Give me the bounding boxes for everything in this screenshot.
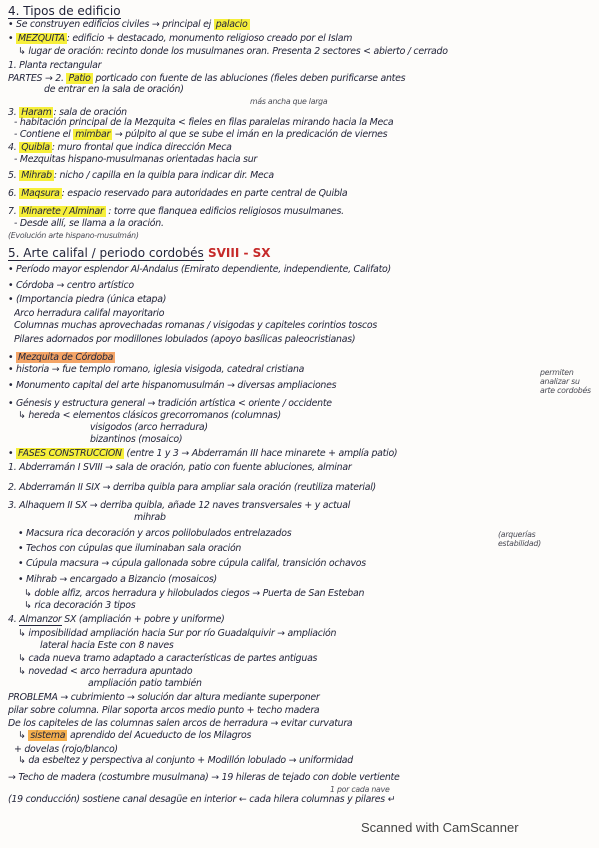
note-text: Columnas muchas aprovechadas romanas / visigodas y capiteles corintios toscos (14, 320, 377, 331)
margin-note: (arquerías estabilidad) (498, 530, 541, 548)
note-line (40, 640, 595, 652)
note-line (18, 46, 595, 58)
note-text: : edificio + destacado, monumento religioso creado por el Islam (66, 33, 353, 44)
note-text: (Evolución arte hispano-musulmán) (8, 231, 139, 240)
note-text: • Mihrab → encargado a Bizancio (mosaicos) (18, 574, 217, 585)
note-text: Pilares adornados por modillones lobulados (apoyo basílicas paleocristianas) (14, 334, 356, 345)
note-text: : torre que flanquea edificios religiosos musulmanes. (105, 206, 344, 217)
note-text: ↳ novedad < arco herradura apuntado (18, 666, 193, 677)
note-line (8, 280, 595, 292)
note-text: - habitación principal de la Mezquita < fieles en filas paralelas mirando hacia la Meca (14, 117, 394, 128)
note-line (18, 628, 595, 640)
note-line (14, 218, 595, 230)
note-text: 4. (8, 614, 20, 625)
note-text: • Córdoba → centro artístico (8, 280, 134, 291)
note-text: (19 conducción) sostiene canal desagüe en interior ← cada hilera columnas y pilares ↵ (8, 794, 396, 805)
note-line (8, 614, 595, 626)
note-text: • Génesis y estructura general → tradición artística < oriente / occidente (8, 398, 332, 409)
note-text: 4. (8, 142, 20, 153)
note-text: • Se construyen edificios civiles → principal ej (8, 19, 214, 30)
note-line (8, 500, 595, 512)
note-line (8, 188, 595, 200)
note-line (8, 230, 595, 242)
highlighted-term: palacio (215, 19, 248, 30)
note-line (8, 692, 595, 704)
note-line (8, 19, 595, 31)
note-text: : muro frontal que indica dirección Meca (51, 142, 232, 153)
note-line (8, 264, 595, 276)
note-line (8, 398, 595, 410)
note-text: • Techos con cúpulas que iluminaban sala oración (18, 543, 242, 554)
note-text: Arco herradura califal mayoritario (14, 308, 165, 319)
note-text: ↳ imposibilidad ampliación hacia Sur por río Guadalquivir → ampliación (18, 628, 337, 639)
highlighted-term: Minarete / Alminar (21, 206, 104, 217)
note-text: • (8, 448, 17, 459)
highlighted-term: MEZQUITA (18, 33, 65, 44)
note-line (8, 142, 595, 154)
note-text: ↳ da esbeltez y perspectiva al conjunto + Modillón lobulado → uniformidad (18, 755, 353, 766)
highlighted-term: mimbar (75, 129, 111, 140)
note-line (14, 117, 595, 129)
note-line (18, 653, 595, 665)
note-text: 3. Alhaquem II SX → derriba quibla, añade 12 naves transversales + y actual (8, 500, 351, 511)
note-text: : nicho / capilla en la quibla para indicar dir. Meca (53, 170, 274, 181)
note-text: 4. Tipos de edificio (8, 4, 121, 18)
note-line (14, 320, 595, 332)
note-text: 5. Arte califal / periodo cordobés (8, 246, 204, 260)
note-text: 1. Planta rectangular (8, 60, 102, 71)
note-line (14, 129, 595, 141)
note-line (8, 60, 595, 72)
note-text: ↳ cada nueva tramo adaptado a características de partes antiguas (18, 653, 318, 664)
note-line (8, 482, 595, 494)
note-text: SVIII - SX (203, 246, 271, 260)
highlighted-term: Maqsura (21, 188, 60, 199)
note-line (8, 380, 595, 392)
note-text: - Desde allí, se llama a la oración. (14, 218, 164, 229)
note-text: • Monumento capital del arte hispanomusulmán → diversas ampliaciones (8, 380, 337, 391)
scanner-watermark: Scanned with CamScanner (361, 820, 519, 835)
note-text: mihrab (134, 512, 166, 523)
note-text: ↳ rica decoración 3 tipos (24, 600, 136, 611)
note-text: • (Importancia piedra (única etapa) (8, 294, 167, 305)
note-text: lateral hacia Este con 8 naves (40, 640, 174, 651)
note-line (14, 154, 595, 166)
note-text: De los capiteles de las columnas salen arcos de herradura → evitar curvatura (8, 718, 353, 729)
note-text: 7. (8, 206, 20, 217)
note-line (8, 772, 595, 784)
note-line (8, 352, 595, 364)
note-line (18, 574, 595, 586)
note-text: Almanzor (19, 614, 62, 625)
margin-note: permiten analizar su arte cordobés (540, 368, 591, 395)
note-line (8, 170, 595, 182)
note-text: • Período mayor esplendor Al-Ándalus (Emirato dependiente, independiente, Califato) (8, 264, 391, 275)
note-text: (entre 1 y 3 → Abderramán III hace minarete + amplía patio) (123, 448, 398, 459)
note-line (90, 422, 595, 434)
note-line (24, 600, 595, 612)
note-text: • historia → fue templo romano, iglesia visigoda, catedral cristiana (8, 364, 305, 375)
note-line (8, 206, 595, 218)
note-line (8, 448, 595, 460)
note-line (18, 666, 595, 678)
highlighted-term: Haram (21, 107, 52, 118)
note-text: - Mezquitas hispano-musulmanas orientadas hacia sur (14, 154, 258, 165)
note-text: ↳ (18, 730, 29, 741)
note-line (8, 705, 595, 717)
note-text: • Macsura rica decoración y arcos polilobulados entrelazados (18, 528, 292, 539)
note-line (8, 364, 595, 376)
highlighted-term: Quibla (21, 142, 50, 153)
note-text: : sala de oración (53, 107, 127, 118)
note-line (88, 678, 595, 690)
note-line (134, 512, 595, 524)
note-text: ↳ hereda < elementos clásicos grecorromanos (columnas) (18, 410, 281, 421)
note-text: porticado con fuente de las abluciones (fieles deben purificarse antes (92, 73, 406, 84)
note-line (18, 730, 595, 742)
note-text: más ancha que larga (250, 97, 328, 106)
highlighted-term: sistema (30, 730, 66, 741)
note-text: - Contiene el (14, 129, 74, 140)
note-line (8, 294, 595, 306)
note-line (8, 462, 595, 474)
note-line (18, 755, 595, 767)
note-text: 1 por cada nave (330, 785, 390, 794)
note-text: 6. (8, 188, 20, 199)
note-line (44, 84, 595, 96)
note-text: • (8, 352, 17, 363)
highlighted-term: Mihrab (21, 170, 52, 181)
note-text: • Cúpula macsura → cúpula gallonada sobre cúpula califal, transición ochavos (18, 558, 366, 569)
note-text: de entrar en la sala de oración) (44, 84, 184, 95)
note-text: • (8, 33, 17, 44)
note-text: visigodos (arco herradura) (90, 422, 208, 433)
note-text: ampliación patio también (88, 678, 202, 689)
note-line (8, 794, 595, 806)
note-line (18, 558, 595, 570)
highlighted-term: Mezquita de Córdoba (18, 352, 114, 363)
note-line (8, 33, 595, 45)
highlighted-term: Patio (68, 73, 91, 84)
note-text: 3. (8, 107, 20, 118)
note-line (90, 434, 595, 446)
note-line (8, 718, 595, 730)
note-text: SX (ampliación + pobre y uniforme) (61, 614, 225, 625)
note-text: 2. Abderramán II SIX → derriba quibla para ampliar sala oración (reutiliza material) (8, 482, 376, 493)
highlighted-term: FASES CONSTRUCCIÓN (18, 448, 122, 459)
note-line (14, 334, 595, 346)
note-line (14, 308, 595, 320)
note-text: aprendido del Acueducto de los Milagros (67, 730, 252, 741)
note-text: ↳ lugar de oración: recinto donde los musulmanes oran. Presenta 2 sectores < abierto / cerrado (18, 46, 448, 57)
note-text: ↳ doble alfiz, arcos herradura y hilobulados ciegos → Puerta de San Esteban (24, 588, 365, 599)
note-line (8, 246, 595, 261)
note-text: + dovelas (rojo/blanco) (14, 744, 118, 755)
note-text: 1. Abderramán I SVIII → sala de oración, patio con fuente abluciones, alminar (8, 462, 352, 473)
note-text: → púlpito al que se sube el imán en la predicación de viernes (112, 129, 388, 140)
note-text: PARTES → 2. (8, 73, 67, 84)
note-text: PROBLEMA → cubrimiento → solución dar altura mediante superponer (8, 692, 320, 703)
note-text: → Techo de madera (costumbre musulmana) → 19 hileras de tejado con doble vertiente (8, 772, 400, 783)
note-line (24, 588, 595, 600)
note-line (18, 410, 595, 422)
note-text: pilar sobre columna. Pilar soporta arcos medio punto + techo madera (8, 705, 320, 716)
note-text: 5. (8, 170, 20, 181)
note-line (8, 4, 595, 19)
note-text: : espacio reservado para autoridades en parte central de Quibla (61, 188, 348, 199)
note-text: bizantinos (mosaico) (90, 434, 183, 445)
